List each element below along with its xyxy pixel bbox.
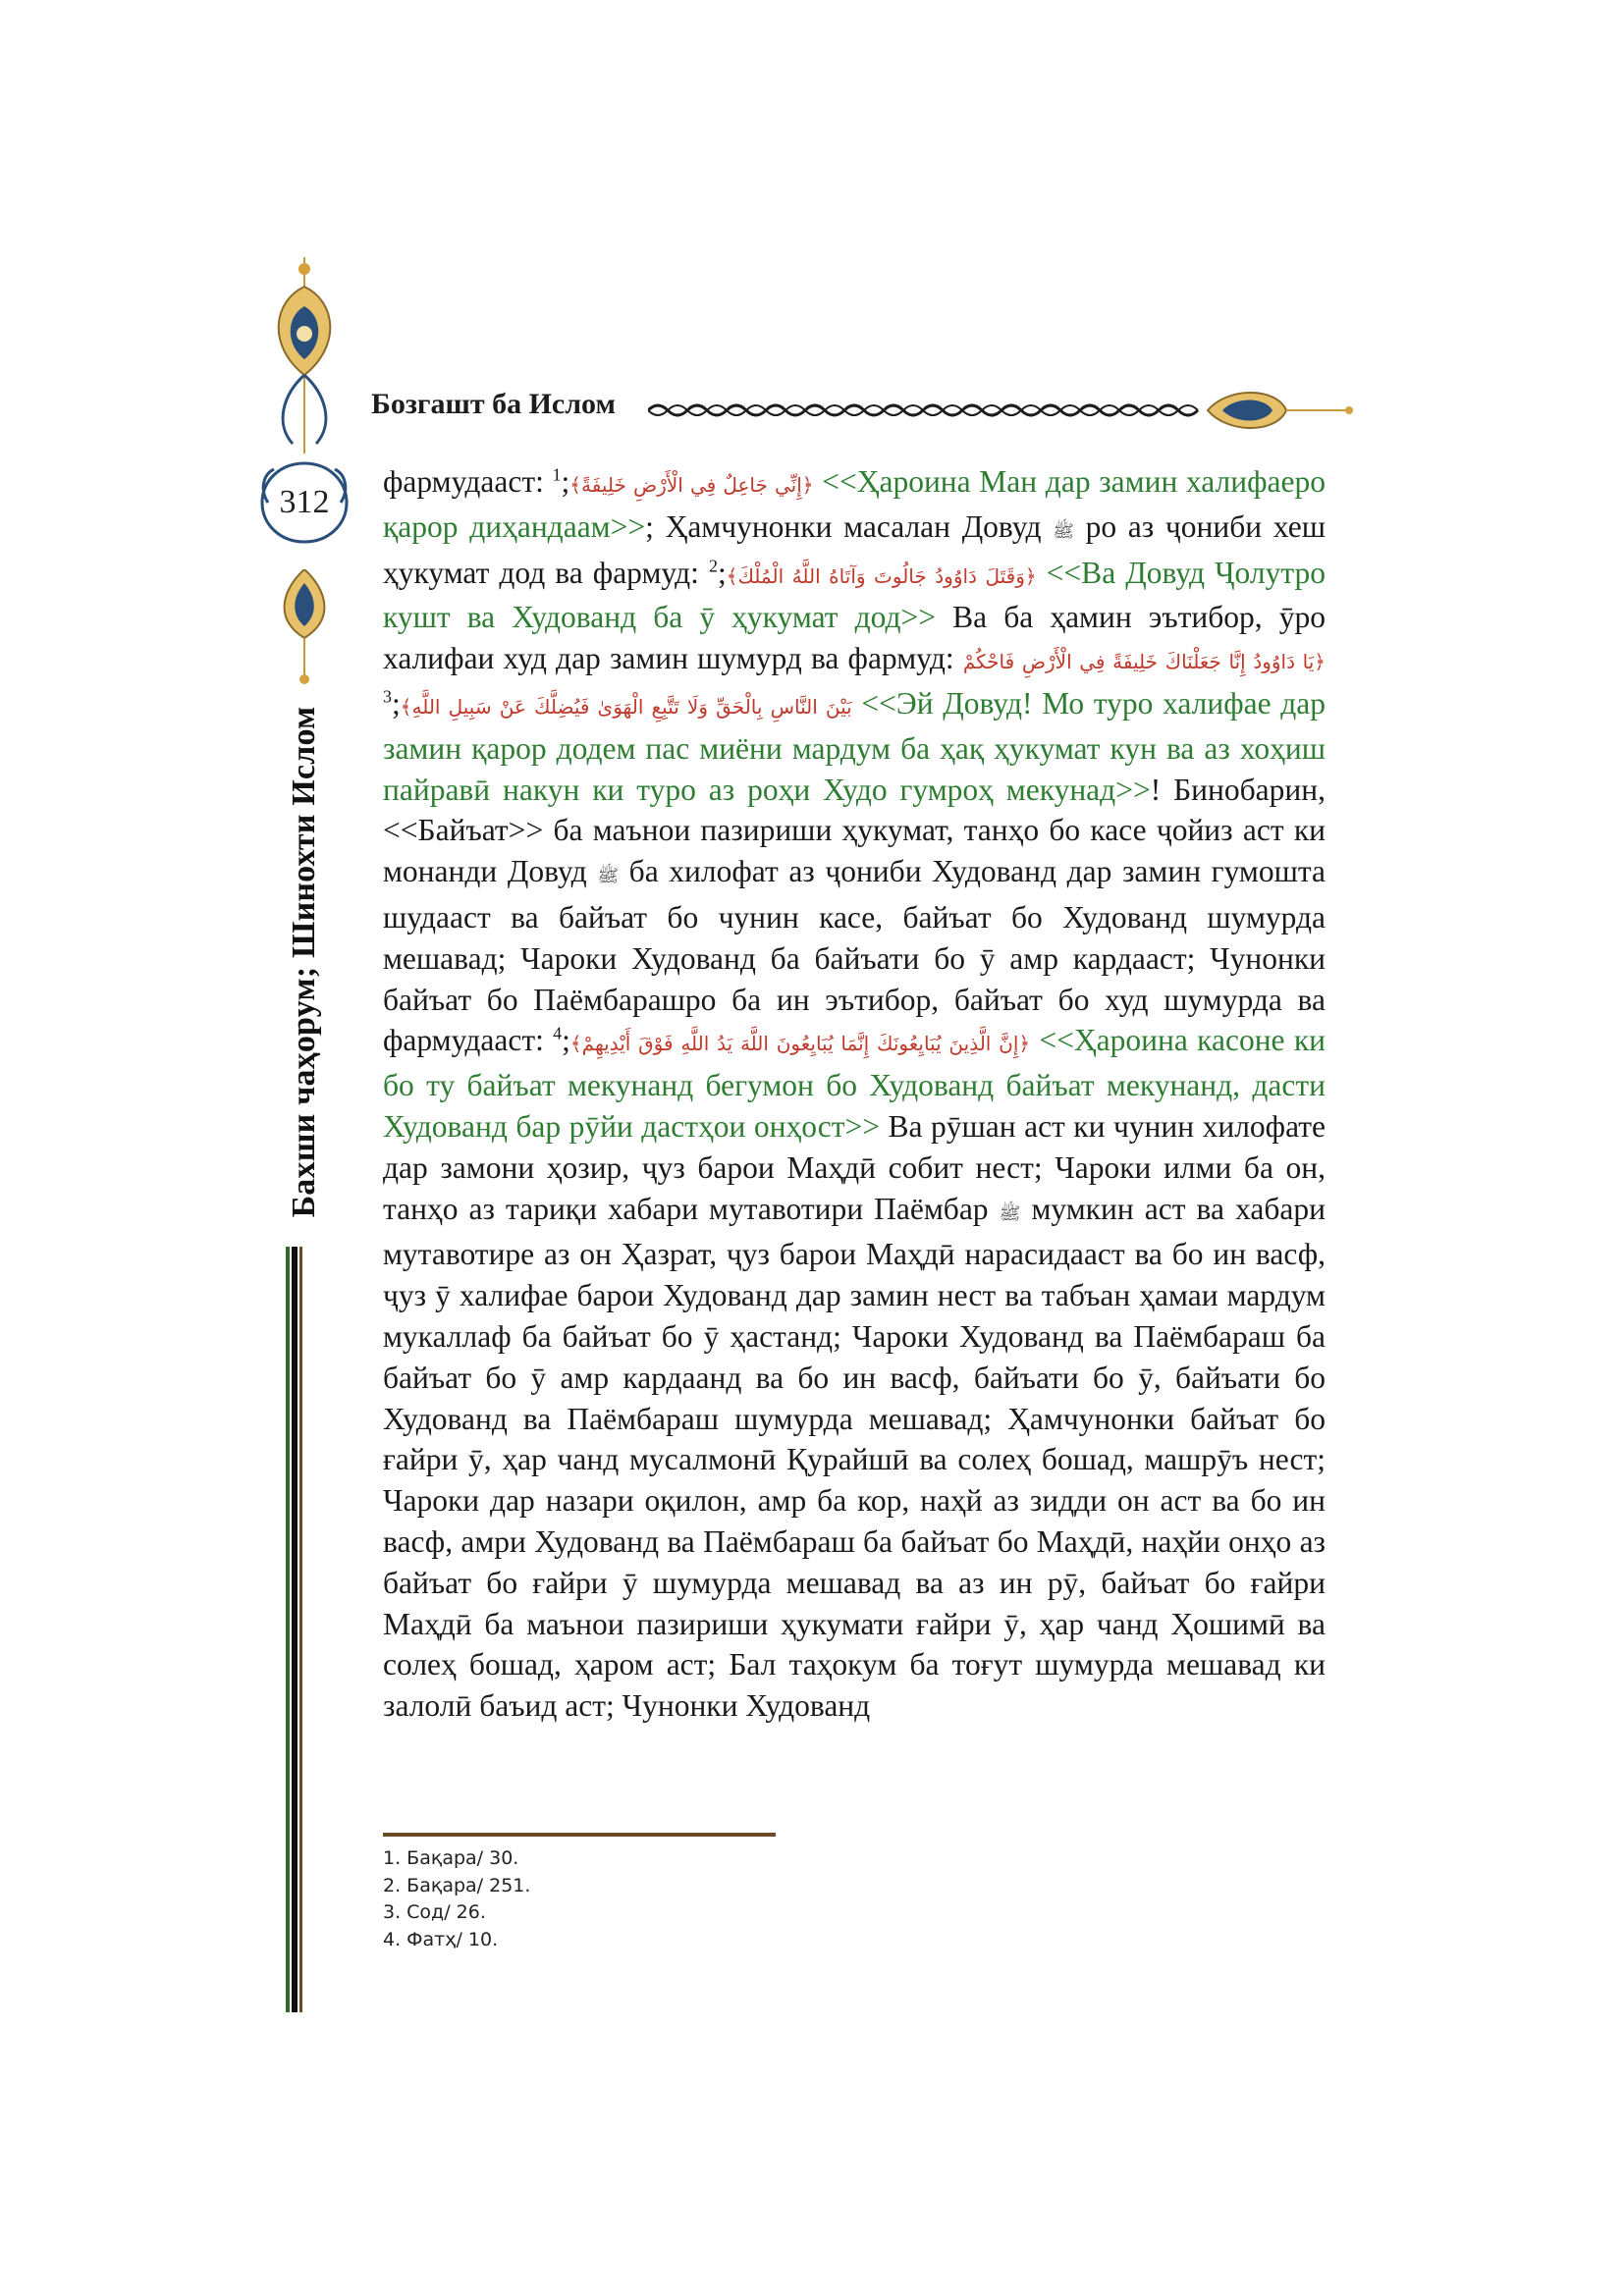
footnote: 4. Фатҳ/ 10. xyxy=(383,1928,499,1950)
salutation-glyph: ﷺ xyxy=(1053,520,1074,542)
verse-translation: <<Эй Довуд! Мо туро халифае дар замин қарор додем пас миёни мардум ба ҳақ ҳукумат кун ва аз хоҳиш пайравӣ накун ки туро аз роҳи Худо гумроҳ мекунад>> xyxy=(383,685,1326,807)
salutation-glyph: ﷺ xyxy=(999,1202,1021,1224)
spine-rule xyxy=(286,1247,303,2012)
footnote-ref: 1 xyxy=(552,464,562,485)
salutation-glyph: ﷺ xyxy=(597,866,620,887)
running-title: Бозгашт ба Ислом xyxy=(371,388,616,420)
spine-title: Бахши чаҳорум; Шинохти Ислом xyxy=(286,706,322,1218)
footnote-ref: 3 xyxy=(383,686,392,707)
page-number: 312 xyxy=(279,484,330,520)
quran-verse-arabic: ﴿وَقَتَلَ دَاوُودُ جَالُوتَ وَآتَاهُ اللَّهُ الْمُلْكَ﴾ xyxy=(726,563,1037,588)
verse-translation: <<Ҳароина касоне ки бо ту байъат мекунанд бегумон бо Худованд байъат мекунанд, дасти Худованд бар рӯйи дастҳои онҳост>> xyxy=(383,1023,1326,1144)
footnote: 1. Бақара/ 30. xyxy=(383,1847,519,1869)
footnote: 3. Сод/ 26. xyxy=(383,1901,486,1923)
quran-verse-arabic: ﴿إِنِّي جَاعِلٌ فِي الْأَرْضِ خَلِيفَةً﴾ xyxy=(569,473,814,497)
header-flourish-icon xyxy=(648,391,1355,435)
arabesque-ornament-icon xyxy=(253,569,355,687)
verse-translation: <<Ҳароина Ман дар замин халифаеро қарор диҳандаам>> xyxy=(383,464,1326,544)
footnote: 2. Бақара/ 251. xyxy=(383,1874,531,1896)
page-number-badge xyxy=(260,461,349,544)
footnote-ref: 2 xyxy=(708,556,718,576)
quran-verse-arabic: ﴿إِنَّ الَّذِينَ يُبَايِعُونَكَ إِنَّمَا يُبَايِعُونَ اللَّهَ يَدُ اللَّهِ فَوْقَ أَيْدِيهِمْ﴾ xyxy=(569,1032,1031,1056)
footnote-rule xyxy=(383,1833,776,1837)
body-text: фармудааст: ﴿إِنِّي جَاعِلٌ فِي الْأَرْضِ خَلِيفَةً﴾;$^1$ <<Ҳароина Ман дар замин халифаеро қарор диҳандаам>>; Ҳамчунонки масалан Довуд ﷺ ро аз ҷониби хеш ҳукумат дод ва фармуд: ﴿وَقَتَلَ دَاوُودُ جَالُوتَ وَآتَاهُ اللَّهُ الْمُلْكَ﴾;$^2$ <<Ва Довуд Ҷолутро кушт ва Худованд ба ӯ ҳукумат дод>> Ва ба ҳамин эътибор, ӯро халифаи худ дар замин шумурд ва фармуд: ﴿يَا دَاوُودُ إِنَّا جَعَلْنَاكَ خَلِيفَةً فِي الْأَرْضِ فَاحْكُمْ بَيْنَ النَّاسِ بِالْحَقِّ وَلَا تَتَّبِعِ الْهَوَىٰ فَيُضِلَّكَ عَنْ سَبِيلِ اللَّهِ﴾;$^3$ <<Эй Довуд! Мо туро халифае дар замин қарор додем пас миёни мардум ба ҳақ ҳукумат кун ва аз хоҳиш пайравӣ накун ки туро аз роҳи Худо гумроҳ мекунад>>! Бинобарин, <<Байъат>> ба маънои пазириши ҳукумат, танҳо бо касе ҷойиз аст ки монанди Довуд ﷺ ба хилофат аз ҷониби Худованд дар замин гумошта шудааст ва байъат бо чунин касе, байъат бо Худованд шумурда мешавад; Чароки Худованд ба байъати бо ӯ амр кардааст; Чунонки байъат бо Паёмбарашро ба ин эътибор, байъат бо худ шумурда ва фармудааст: ﴿إِنَّ الَّذِينَ يُبَايِعُونَكَ إِنَّمَا يُبَايِعُونَ اللَّهَ يَدُ اللَّهِ فَوْقَ أَيْدِيهِمْ﴾;$^4$ <<Ҳароина касоне ки бо ту байъат мекунанд бегумон бо Худованд байъат мекунанд, дасти Худованд бар рӯйи дастҳои онҳост>> Ва рӯшан аст ки чунин хилофате дар замони ҳозир, ҷуз барои Маҳдӣ собит нест; Чароки илми ба он, танҳо аз тариқи хабари мутавотири Паёмбар ﷺ мумкин аст ва хабари мутавотире аз он Ҳазрат, ҷуз барои Маҳдӣ нарасидааст ва бо ин васф, ҷуз ӯ халифае барои Худованд дар замин нест ва табъан ҳамаи мардум мукаллаф ба байъат бо ӯ ҳастанд; Чароки Худованд ва Паёмбараш ба байъат бо ӯ амр кардаанд ва бо ин васф, байъати бо ӯ, байъати бо Худованд ва Паёмбараш шумурда мешавад; Ҳамчунонки байъат бо ғайри ӯ, ҳар чанд мусалмонӣ Қурайшӣ ва солеҳ бошад, машрӯъ нест; Чароки дар назари оқилон, амр ба кор, наҳй аз зидди он аст ва бо ин васф, амри Худованд ва Паёмбараш ба байъат бо Маҳдӣ, наҳйи онҳо аз байъат бо ғайри ӯ шумурда мешавад ва аз ин рӯ, байъат бо ғайри Маҳдӣ ба маънои пазириши ҳукумати ғайри ӯ, ҳар чанд Ҳошимӣ ва солеҳ бошад, ҳаром аст; Бал таҳокум ба тоғут шумурда мешавад ки залолӣ баъид аст; Чунонки Худованд xyxy=(383,464,1326,1724)
footnotes xyxy=(383,1845,530,1953)
arabesque-ornament-icon xyxy=(253,257,355,454)
footnote-ref: 4 xyxy=(553,1023,563,1043)
verse-translation: <<Ва Довуд Ҷолутро кушт ва Худованд ба ӯ ҳукумат дод>> xyxy=(383,555,1326,635)
quran-verse-arabic: ﴿يَا دَاوُودُ إِنَّا جَعَلْنَاكَ خَلِيفَةً فِي الْأَرْضِ فَاحْكُمْ بَيْنَ النَّاسِ بِالْحَقِّ وَلَا تَتَّبِعِ الْهَوَىٰ فَيُضِلَّكَ عَنْ سَبِيلِ اللَّهِ﴾ xyxy=(400,650,1326,719)
